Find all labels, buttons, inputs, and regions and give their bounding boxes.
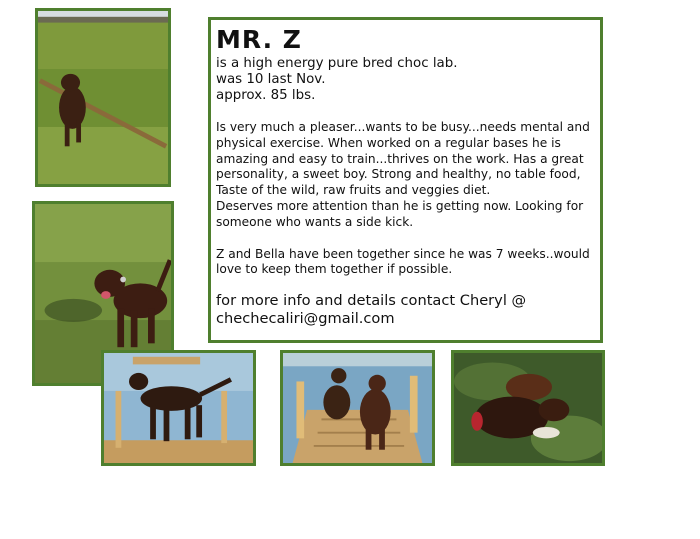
- photo-dog-on-dock: [101, 350, 256, 466]
- description-line: someone who wants a side kick.: [216, 214, 414, 229]
- intro-line: approx. 85 lbs.: [216, 88, 316, 103]
- contact-line: for more info and details contact Cheryl @: [216, 292, 527, 310]
- intro-line: was 10 last Nov.: [216, 72, 326, 87]
- photo-dogs-swimming: [451, 350, 605, 466]
- contact-email: chechecaliri@gmail.com: [216, 310, 395, 328]
- bella-note-line: Z and Bella have been together since he was 7 weeks..would: [216, 246, 590, 261]
- dog-on-dock-image: [104, 353, 253, 463]
- spacer: [216, 104, 592, 120]
- dog-description-panel: [208, 17, 603, 343]
- two-dogs-on-dock-image: [283, 353, 432, 463]
- dog-with-stick-image: [38, 11, 168, 184]
- description-line: Taste of the wild, raw fruits and veggies diet.: [216, 183, 491, 198]
- dog-name-title: MR. Z: [216, 25, 302, 54]
- description-line: personality, a sweet boy. Strong and healthy, no table food,: [216, 167, 581, 182]
- photo-two-dogs-on-dock: [280, 350, 435, 466]
- spacer: [216, 278, 592, 292]
- spacer: [216, 231, 592, 247]
- intro-line: is a high energy pure bred choc lab.: [216, 56, 458, 71]
- description-line: amazing and easy to train...thrives on the work. Has a great: [216, 151, 584, 166]
- photo-dog-with-stick: [35, 8, 171, 187]
- description-line: physical exercise. When worked on a regular bases he is: [216, 135, 561, 150]
- bella-note-line: love to keep them together if possible.: [216, 262, 453, 277]
- description-line: Is very much a pleaser...wants to be busy...needs mental and: [216, 120, 590, 134]
- dogs-swimming-image: [454, 353, 602, 463]
- description-line: Deserves more attention than he is getting now. Looking for: [216, 198, 584, 213]
